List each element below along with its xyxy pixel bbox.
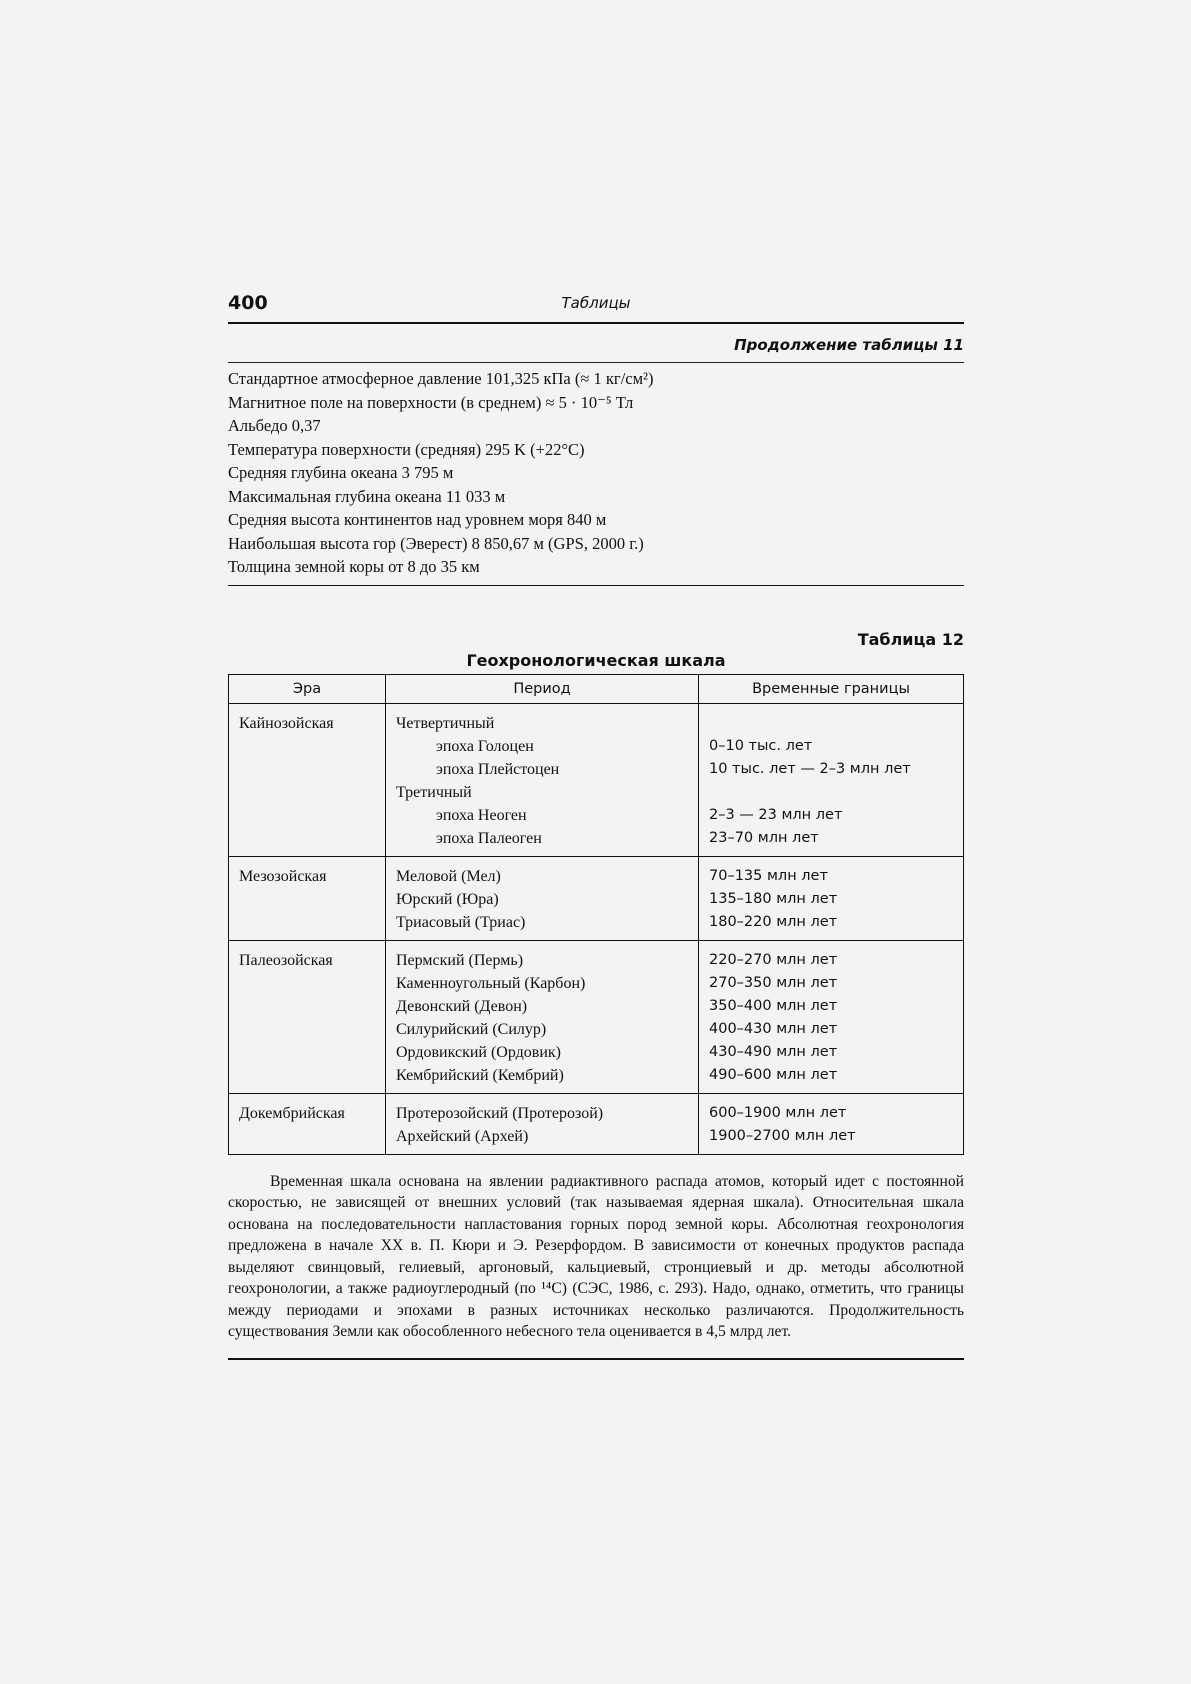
time-range: 270–350 млн лет: [709, 974, 838, 991]
range-cell: [699, 703, 964, 856]
range-cell: [699, 940, 964, 1093]
table-header-row: [229, 674, 964, 703]
time-range: 350–400 млн лет: [709, 997, 838, 1014]
period-name: Юрский (Юра): [396, 890, 499, 908]
period-name: эпоха Палеоген: [436, 829, 542, 847]
time-range: 0–10 тыс. лет: [709, 737, 813, 754]
time-range: 10 тыс. лет — 2–3 млн лет: [709, 760, 911, 777]
continuation-caption: Продолжение таблицы 11: [734, 336, 964, 354]
period-name: эпоха Плейстоцен: [436, 760, 560, 778]
period-name: Девонский (Девон): [396, 997, 528, 1015]
period-name: Ордовикский (Ордовик): [396, 1043, 562, 1061]
page-bottom-rule: [228, 1358, 964, 1360]
period-name: Пермский (Пермь): [396, 951, 524, 969]
time-range: 180–220 млн лет: [709, 913, 838, 930]
column-header-range: Временные границы: [699, 674, 964, 703]
time-range: 400–430 млн лет: [709, 1020, 838, 1037]
time-range: [709, 712, 953, 735]
header-rule: [228, 322, 964, 324]
era-cell: [229, 940, 386, 1093]
page-header: [228, 290, 964, 322]
era-name: Кайнозойская: [239, 714, 334, 732]
time-range: 1900–2700 млн лет: [709, 1127, 856, 1144]
column-header-period: Период: [386, 674, 699, 703]
period-cell: [386, 703, 699, 856]
period-cell: [386, 940, 699, 1093]
fact-item: Наибольшая высота гор (Эверест) 8 850,67 м (GPS, 2000 г.): [228, 533, 644, 553]
facts-bottom-rule: [228, 585, 964, 586]
period-name: Каменноугольный (Карбон): [396, 974, 586, 992]
period-name: Меловой (Мел): [396, 867, 501, 885]
table-row: [229, 1093, 964, 1154]
period-name: Кембрийский (Кембрий): [396, 1066, 564, 1084]
time-range: 23–70 млн лет: [709, 829, 819, 846]
period-name: Силурийский (Силур): [396, 1020, 547, 1038]
period-name: Протерозойский (Протерозой): [396, 1104, 604, 1122]
time-range: 490–600 млн лет: [709, 1066, 838, 1083]
era-name: Палеозойская: [239, 951, 333, 969]
time-range: 430–490 млн лет: [709, 1043, 838, 1060]
table-row: [229, 856, 964, 940]
fact-item: Толщина земной коры от 8 до 35 км: [228, 557, 480, 576]
facts-list: [228, 367, 964, 579]
period-name: Третичный: [396, 783, 472, 801]
table-label: Таблица 12: [857, 629, 964, 649]
fact-item: Средняя высота континентов над уровнем моря 840 м: [228, 510, 607, 529]
page-content: [228, 290, 964, 1360]
fact-item: Стандартное атмосферное давление 101,325 кПа (≈ 1 кг/см²): [228, 369, 654, 388]
era-cell: [229, 856, 386, 940]
geochronology-table: [228, 674, 964, 1155]
running-title: Таблицы: [561, 294, 631, 312]
fact-item: Максимальная глубина океана 11 033 м: [228, 486, 506, 506]
range-cell: [699, 1093, 964, 1154]
page-number: 400: [228, 292, 268, 314]
period-name: Архейский (Архей): [396, 1127, 529, 1145]
period-name: эпоха Голоцен: [436, 737, 534, 755]
table-row: [229, 703, 964, 856]
time-range: 70–135 млн лет: [709, 867, 828, 884]
period-cell: [386, 1093, 699, 1154]
facts-top-rule: [228, 362, 964, 363]
time-range: 135–180 млн лет: [709, 890, 838, 907]
time-range: 2–3 — 23 млн лет: [709, 806, 843, 823]
fact-item: Магнитное поле на поверхности (в среднем) ≈ 5 · 10⁻⁵ Тл: [228, 392, 634, 412]
table-row: [229, 940, 964, 1093]
period-name: Триасовый (Триас): [396, 913, 526, 931]
era-cell: [229, 703, 386, 856]
period-name: эпоха Неоген: [436, 806, 527, 824]
era-name: Докембрийская: [239, 1104, 345, 1122]
period-name: Четвертичный: [396, 714, 495, 732]
fact-item: Альбедо 0,37: [228, 416, 321, 435]
body-paragraph: Временная шкала основана на явлении радиактивного распада атомов, который идет с постоянной скоростью, не зависящей от внешних условий (так называемая ядерная шкала). Относительная шкала основана на последовательности напластования горных пород земной коры. Абсолютная геохронология предложена в начале XX в. П. Кюри и Э. Резерфордом. В зависимости от конечных продуктов распада выделяют свинцовый, гелиевый, аргоновый, кальциевый, стронциевый и др. методы абсолютной геохронологии, а также радиоуглеродный (по ¹⁴C) (СЭС, 1986, с. 293). Надо, однако, отметить, что границы между периодами и эпохами в разных источниках несколько различаются. Продолжительность существования Земли как обособленного небесного тела оценивается в 4,5 млрд лет.: [228, 1172, 964, 1340]
range-cell: [699, 856, 964, 940]
period-cell: [386, 856, 699, 940]
time-range: [709, 781, 953, 804]
era-cell: [229, 1093, 386, 1154]
table-title: Геохронологическая шкала: [466, 650, 726, 670]
time-range: 220–270 млн лет: [709, 951, 838, 968]
column-header-era: Эра: [229, 674, 386, 703]
fact-item: Средняя глубина океана 3 795 м: [228, 463, 454, 482]
era-name: Мезозойская: [239, 867, 327, 885]
time-range: 600–1900 млн лет: [709, 1104, 847, 1121]
fact-item: Температура поверхности (средняя) 295 K (+22°C): [228, 439, 585, 459]
